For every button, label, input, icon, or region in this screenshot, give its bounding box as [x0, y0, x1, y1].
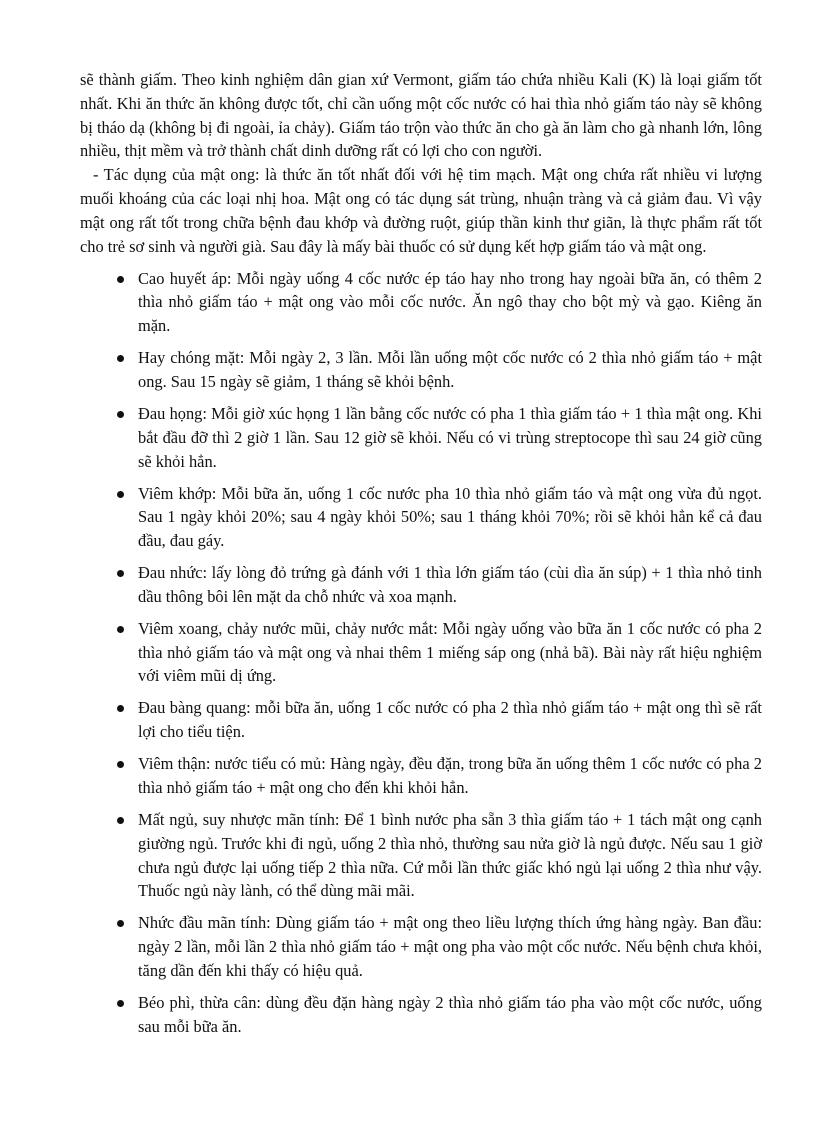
- list-item: [80, 752, 762, 800]
- list-item-text: Đau bàng quang: mỗi bữa ăn, uống 1 cốc nước có pha 2 thìa nhỏ giấm táo + mật ong thì sẽ rất lợi cho tiểu tiện.: [138, 698, 762, 742]
- bullet-dot-icon: [117, 411, 124, 418]
- list-item: [80, 346, 762, 394]
- list-item: [80, 402, 762, 473]
- list-item-text: Đau nhức: lấy lòng đỏ trứng gà đánh với 1 thìa lớn giấm táo (cùi dìa ăn súp) + 1 thìa nhỏ tinh dầu thông bôi lên mặt da chỗ nhức và xoa mạnh.: [138, 563, 762, 606]
- list-item-text: Mất ngủ, suy nhược mãn tính: Để 1 bình nước pha sẵn 3 thìa giấm táo + 1 tách mật ong cạnh giường ngủ. Trước khi đi ngủ, uống 2 thìa nhỏ, thường sau nửa giờ là ngủ được. Nếu sau 1 giờ chưa ngủ được lại uống tiếp 2 thìa nữa. Cứ mỗi lần thức giấc khó ngủ lại uống 2 thìa như vậy. Thuốc ngủ này lành, có thể dùng mãi mãi.: [138, 810, 762, 901]
- list-item-text: Viêm thận: nước tiểu có mủ: Hàng ngày, đều đặn, trong bữa ăn uống thêm 1 cốc nước có pha 2 thìa nhỏ giấm táo + mật ong cho đến khi khỏi hẳn.: [138, 754, 762, 798]
- remedy-list: [80, 267, 762, 1039]
- list-item: [80, 808, 762, 903]
- list-item: [80, 991, 762, 1039]
- list-item-text: Viêm xoang, chảy nước mũi, chảy nước mắt: Mỗi ngày uống vào bữa ăn 1 cốc nước có pha 2 thìa nhỏ giấm táo và mật ong và nhai thêm 1 miếng sáp ong (nhả bã). Bài này rất hiệu nghiệm với viêm mũi dị ứng.: [138, 618, 762, 686]
- document-page: [80, 68, 762, 1039]
- list-item: [80, 561, 762, 609]
- list-item-text: Đau họng: Mỗi giờ xúc họng 1 lần bằng cốc nước có pha 1 thìa giấm táo + 1 thìa mật ong. Khi bắt đầu đỡ thì 2 giờ 1 lần. Sau 12 giờ sẽ khỏi. Nếu có vi trùng streptocope thì sau 24 giờ cũng sẽ khỏi hẳn.: [138, 403, 762, 471]
- bullet-dot-icon: [117, 626, 124, 633]
- list-item-text: Nhức đầu mãn tính: Dùng giấm táo + mật ong theo liều lượng thích ứng hàng ngày. Ban đầu: ngày 2 lần, mỗi lần 2 thìa nhỏ giấm táo + mật ong pha vào một cốc nước. Nếu bệnh chưa khỏi, tăng dần đến khi thấy có hiệu quả.: [138, 913, 762, 980]
- bullet-dot-icon: [117, 761, 124, 768]
- bullet-dot-icon: [117, 355, 124, 362]
- bullet-dot-icon: [117, 276, 124, 283]
- list-item: [80, 617, 762, 688]
- bullet-dot-icon: [117, 920, 124, 927]
- list-item: [80, 482, 762, 553]
- list-item: [80, 696, 762, 744]
- list-item: [80, 911, 762, 982]
- bullet-dot-icon: [117, 570, 124, 577]
- bullet-dot-icon: [117, 817, 124, 824]
- bullet-dot-icon: [117, 705, 124, 712]
- paragraph-honey: - Tác dụng của mật ong: là thức ăn tốt nhất đối với hệ tim mạch. Mật ong chứa rất nhiều vi lượng muối khoáng của các loại nhị hoa. Mật ong có tác dụng sát trùng, nhuận tràng và cả giảm đau. Vì vậy mật ong rất tốt trong chữa bệnh đau khớp và đường ruột, giúp thần kinh thư giãn, là thực phẩm rất tốt cho trẻ sơ sinh và người già. Sau đây là mấy bài thuốc có sử dụng kết hợp giấm táo và mật ong.: [80, 165, 762, 256]
- list-item-text: Béo phì, thừa cân: dùng đều đặn hàng ngày 2 thìa nhỏ giấm táo pha vào một cốc nước, uống sau mỗi bữa ăn.: [138, 992, 762, 1036]
- bullet-dot-icon: [117, 491, 124, 498]
- list-item-text: Viêm khớp: Mỗi bữa ăn, uống 1 cốc nước pha 10 thìa nhỏ giấm táo và mật ong vừa đủ ngọt. Sau 1 ngày khỏi 20%; sau 4 ngày khỏi 50%; sau 1 tháng khỏi 70%; rồi sẽ khỏi hẳn kể cả đau đầu, đau gáy.: [138, 483, 762, 551]
- list-item-text: Hay chóng mặt: Mỗi ngày 2, 3 lần. Mỗi lần uống một cốc nước có 2 thìa nhỏ giấm táo + mật ong. Sau 15 ngày sẽ giảm, 1 tháng sẽ khỏi bệnh.: [138, 348, 762, 391]
- list-item-text: Cao huyết áp: Mỗi ngày uống 4 cốc nước ép táo hay nho trong hay ngoài bữa ăn, có thêm 2 thìa nhỏ giấm táo + mật ong vào mỗi cốc nước. Ăn ngô thay cho bột mỳ và gạo. Kiêng ăn mặn.: [138, 268, 762, 336]
- bullet-dot-icon: [117, 1000, 124, 1007]
- paragraph-vinegar: sẽ thành giấm. Theo kinh nghiệm dân gian xứ Vermont, giấm táo chứa nhiều Kali (K) là loại giấm tốt nhất. Khi ăn thức ăn không được tốt, chỉ cần uống một cốc nước có hai thìa nhỏ giấm táo này sẽ không bị tháo dạ (không bị đi ngoài, ỉa chảy). Giấm táo trộn vào thức ăn cho gà ăn làm cho gà nhanh lớn, lông nhiều, thịt mềm và trở thành chất dinh dưỡng rất có lợi cho con người.: [80, 70, 762, 161]
- list-item: [80, 267, 762, 338]
